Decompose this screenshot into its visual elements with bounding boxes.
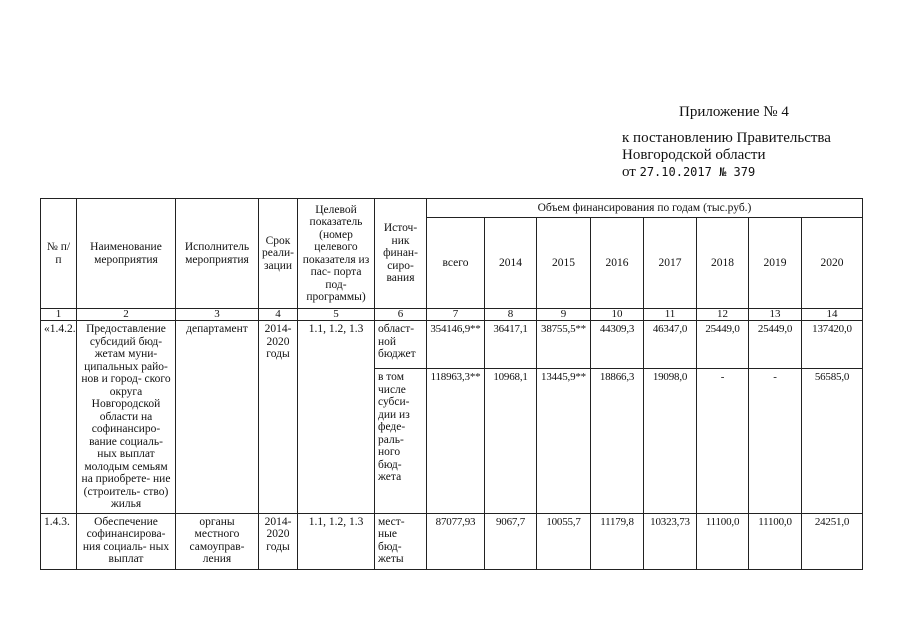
col-number: 2 — [77, 309, 176, 321]
col-number: 8 — [485, 309, 537, 321]
value-2017: 10323,73 — [644, 513, 697, 569]
col-number: 7 — [427, 309, 485, 321]
value-2020: 137420,0 — [802, 321, 863, 369]
row-target: 1.1, 1.2, 1.3 — [298, 321, 375, 514]
row-target: 1.1, 1.2, 1.3 — [298, 513, 375, 569]
row-source: мест- ные бюд- жеты — [375, 513, 427, 569]
table-header-row — [41, 199, 863, 218]
col-header-num: № п/п — [41, 199, 77, 309]
value-2015: 10055,7 — [537, 513, 591, 569]
value-2020: 24251,0 — [802, 513, 863, 569]
value-2016: 11179,8 — [591, 513, 644, 569]
row-term: 2014- 2020 годы — [259, 321, 298, 514]
row-name: Обеспечение софинансирова- ния социаль- ных выплат — [77, 513, 176, 569]
value-2019: 25449,0 — [749, 321, 802, 369]
value-2014: 36417,1 — [485, 321, 537, 369]
col-number: 10 — [591, 309, 644, 321]
col-number: 5 — [298, 309, 375, 321]
header-line-2: Новгородской области — [622, 147, 766, 163]
col-number: 4 — [259, 309, 298, 321]
year-header-2017: 2017 — [644, 218, 697, 309]
value-2016: 44309,3 — [591, 321, 644, 369]
table-row — [41, 513, 863, 569]
value-2014: 10968,1 — [485, 369, 537, 513]
year-header-total: всего — [427, 218, 485, 309]
header-line-1: к постановлению Правительства — [622, 130, 831, 146]
row-executor: департамент — [176, 321, 259, 514]
table-row — [41, 321, 863, 369]
value-2019: - — [749, 369, 802, 513]
value-2015: 38755,5** — [537, 321, 591, 369]
col-number: 3 — [176, 309, 259, 321]
value-2017: 46347,0 — [644, 321, 697, 369]
col-number: 11 — [644, 309, 697, 321]
funding-table — [40, 198, 863, 570]
document-header — [622, 104, 831, 181]
value-2019: 11100,0 — [749, 513, 802, 569]
col-number: 6 — [375, 309, 427, 321]
row-number: 1.4.3. — [41, 513, 77, 569]
value-2018: - — [697, 369, 749, 513]
value-total: 354146,9** — [427, 321, 485, 369]
year-header-2014: 2014 — [485, 218, 537, 309]
value-2014: 9067,7 — [485, 513, 537, 569]
year-header-2018: 2018 — [697, 218, 749, 309]
row-number: «1.4.2. — [41, 321, 77, 514]
date-value: 27.10.2017 № 379 — [639, 165, 756, 179]
col-header-target: Целевой показатель (номер целевого показателя из пас- порта под- программы) — [298, 199, 375, 309]
col-number: 9 — [537, 309, 591, 321]
col-number: 12 — [697, 309, 749, 321]
year-header-2015: 2015 — [537, 218, 591, 309]
value-2018: 11100,0 — [697, 513, 749, 569]
value-2016: 18866,3 — [591, 369, 644, 513]
row-name: Предоставление субсидий бюд- жетам муни- ципальных райо- нов и город- ского округа Новгородской области на софинансиро- вание социаль- ных выплат молодым семьям на приобрете- ние (строитель- ство) жилья — [77, 321, 176, 514]
col-number: 1 — [41, 309, 77, 321]
col-header-executor: Исполнитель мероприятия — [176, 199, 259, 309]
col-header-term: Срок реали- зации — [259, 199, 298, 309]
col-number: 13 — [749, 309, 802, 321]
row-source: в том числе субси- дии из феде- раль- ного бюд- жета — [375, 369, 427, 513]
col-header-funding: Объем финансирования по годам (тыс.руб.) — [427, 199, 863, 218]
year-header-2020: 2020 — [802, 218, 863, 309]
column-number-row — [41, 309, 863, 321]
col-number: 14 — [802, 309, 863, 321]
value-2017: 19098,0 — [644, 369, 697, 513]
col-header-source: Источ- ник финан- сиро- вания — [375, 199, 427, 309]
value-2020: 56585,0 — [802, 369, 863, 513]
row-source: област- ной бюджет — [375, 321, 427, 369]
date-prefix: от — [622, 164, 636, 180]
value-total: 87077,93 — [427, 513, 485, 569]
appendix-title: Приложение № 4 — [679, 104, 789, 120]
row-executor: органы местного самоуправ- ления — [176, 513, 259, 569]
value-2015: 13445,9** — [537, 369, 591, 513]
value-total: 118963,3** — [427, 369, 485, 513]
year-header-2016: 2016 — [591, 218, 644, 309]
header-date-line — [622, 164, 831, 181]
year-header-2019: 2019 — [749, 218, 802, 309]
row-term: 2014- 2020 годы — [259, 513, 298, 569]
col-header-name: Наименование мероприятия — [77, 199, 176, 309]
value-2018: 25449,0 — [697, 321, 749, 369]
